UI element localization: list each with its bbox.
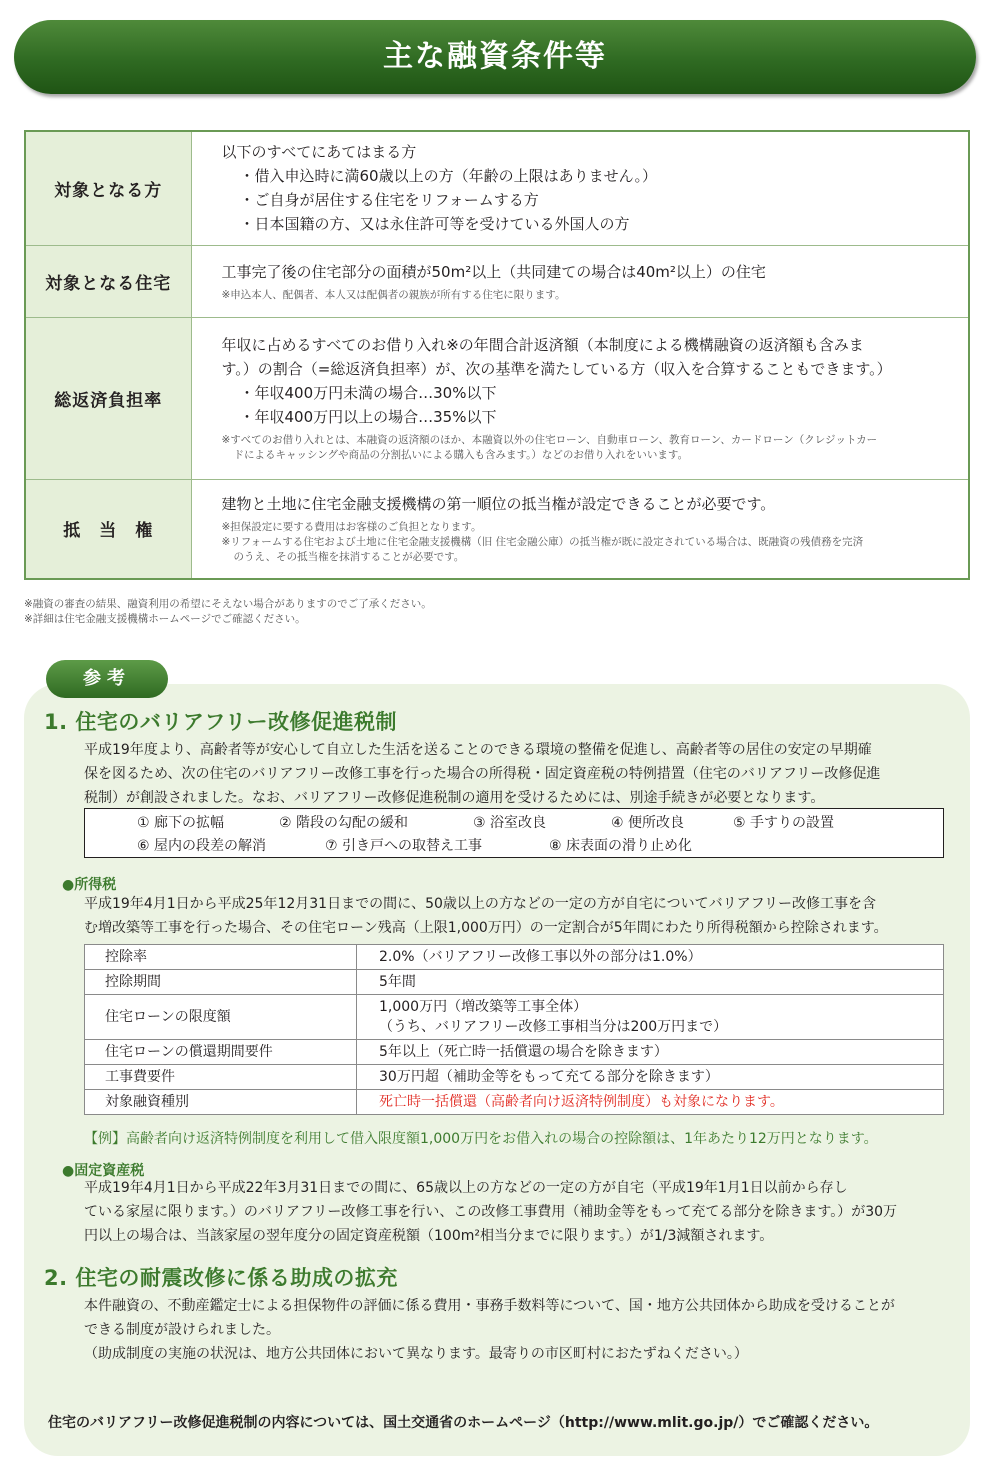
improvement-item: ② 階段の勾配の緩和 <box>279 815 409 831</box>
repayment-text: 年収に占めるすべてのお借り入れ※の年間合計返済額（本制度による機構融資の返済額も含みま <box>221 336 864 354</box>
table-value: 5年以上（死亡時一括償還の場合を除きます） <box>357 1040 944 1065</box>
repayment-head: 総返済負担率 <box>25 317 191 479</box>
target-person-body <box>191 131 969 245</box>
target-person-head: 対象となる方 <box>25 131 191 245</box>
section1-line: 保を図るため、次の住宅のバリアフリー改修工事を行った場合の所得税・固定資産税の特例措置（住宅のバリアフリー改修促進 <box>84 766 881 782</box>
repayment-item: ・年収400万円未満の場合…30%以下 <box>239 384 497 402</box>
property-tax-line: ている家屋に限ります。）のバリアフリー改修工事を行い、この改修工事費用（補助金等をもって充てる部分を除きます。）が30万 <box>84 1204 898 1220</box>
closing-note: 住宅のバリアフリー改修促進税制の内容については、国土交通省のホームページ（http://www.mlit.go.jp/）でご確認ください。 <box>48 1415 879 1431</box>
repayment-body <box>191 317 969 479</box>
mortgage-note <box>222 520 955 565</box>
property-tax-line: 円以上の場合は、当該家屋の翌年度分の固定資産税額（100m²相当分までに限ります。）が1/3減額されます。 <box>84 1228 774 1244</box>
footnote: ※詳細は住宅金融支援機構ホームページでご確認ください。 <box>24 613 306 625</box>
mortgage-text: 建物と土地に住宅金融支援機構の第一順位の抵当権が設定できることが必要です。 <box>221 495 776 514</box>
reference-tab: 参考 <box>46 660 168 698</box>
repayment-note <box>222 433 955 463</box>
property-tax-text <box>84 1176 954 1248</box>
table-key: 控除期間 <box>85 970 357 995</box>
table-row <box>85 995 944 1040</box>
mortgage-note-line: ※担保設定に要する費用はお客様のご負担となります。 <box>221 521 482 534</box>
section1-title: 1. 住宅のバリアフリー改修促進税制 <box>44 710 398 734</box>
section2-line: 本件融資の、不動産鑑定士による担保物件の評価に係る費用・事務手数料等について、国・地方公共団体から助成を受けることが <box>84 1298 895 1314</box>
target-house-body <box>191 245 969 317</box>
table-value-line: 1,000万円（増改築等工事全体） <box>379 999 588 1015</box>
table-value-line: （うち、バリアフリー改修工事相当分は200万円まで） <box>379 1019 728 1035</box>
target-person-item: ・日本国籍の方、又は永住許可等を受けている外国人の方 <box>239 215 630 234</box>
income-tax-line: 平成19年4月1日から平成25年12月31日までの間に、50歳以上の方などの一定の方が自宅についてバリアフリー改修工事を含 <box>84 896 877 912</box>
target-house-head: 対象となる住宅 <box>25 245 191 317</box>
target-person-item: ・ご自身が居住する住宅をリフォームする方 <box>239 191 539 210</box>
footnotes <box>24 597 432 627</box>
target-house-text: 工事完了後の住宅部分の面積が50m²以上（共同建ての場合は40m²以上）の住宅 <box>221 262 766 281</box>
table-value: 30万円超（補助金等をもって充てる部分を除きます） <box>357 1065 944 1090</box>
section1-text <box>84 738 954 810</box>
section2-title: 2. 住宅の耐震改修に係る助成の拡充 <box>44 1266 398 1290</box>
title-banner <box>14 20 976 94</box>
page-title: 主な融資条件等 <box>383 39 607 74</box>
mortgage-head: 抵 当 権 <box>25 479 191 579</box>
table-value <box>357 995 944 1040</box>
table-key: 控除率 <box>85 945 357 970</box>
income-tax-text <box>84 892 954 940</box>
section2-text <box>84 1294 954 1366</box>
target-house-note: ※申込本人、配偶者、本人又は配偶者の親族が所有する住宅に限ります。 <box>221 288 566 301</box>
income-tax-example: 【例】高齢者向け返済特例制度を利用して借入限度額1,000万円をお借入れの場合の控除額は、1年あたり12万円となります。 <box>84 1131 878 1147</box>
income-tax-line: む増改築等工事を行った場合、その住宅ローン残高（上限1,000万円）の一定割合が5年間にわたり所得税額から控除されます。 <box>84 920 888 936</box>
conditions-table <box>24 130 970 580</box>
property-tax-head: ●固定資産税 <box>62 1163 145 1179</box>
repayment-item: ・年収400万円以上の場合…35%以下 <box>239 408 497 426</box>
section2-line: （助成制度の実施の状況は、地方公共団体において異なります。最寄りの市区町村におたずねください。） <box>84 1346 748 1362</box>
improvement-item: ⑤ 手すりの設置 <box>733 815 835 831</box>
table-row <box>85 1065 944 1090</box>
target-person-item: ・借入申込時に満60歳以上の方（年齢の上限はありません。） <box>239 167 657 186</box>
table-row <box>85 1090 944 1115</box>
mortgage-note-line: ※リフォームする住宅および土地に住宅金融支援機構（旧 住宅金融公庫）の抵当権が既に設定されている場合は、既融資の残債務を完済 <box>221 536 864 549</box>
table-key: 工事費要件 <box>85 1065 357 1090</box>
income-tax-head: ●所得税 <box>62 877 117 893</box>
mortgage-note-line: のうえ、その抵当権を抹消することが必要です。 <box>233 551 465 564</box>
table-key: 住宅ローンの限度額 <box>85 995 357 1040</box>
improvement-item: ④ 便所改良 <box>611 815 685 831</box>
improvement-item: ⑧ 床表面の滑り止め化 <box>549 838 693 854</box>
table-value: 死亡時一括償還（高齢者向け返済特例制度）も対象になります。 <box>357 1090 944 1115</box>
mortgage-body <box>191 479 969 579</box>
table-key: 住宅ローンの償還期間要件 <box>85 1040 357 1065</box>
footnote: ※融資の審査の結果、融資利用の希望にそえない場合がありますのでご了承ください。 <box>24 598 432 610</box>
table-row <box>85 1040 944 1065</box>
section2-line: できる制度が設けられました。 <box>84 1322 280 1338</box>
repayment-note-line: ※すべてのお借り入れとは、本融資の返済額のほか、本融資以外の住宅ローン、自動車ローン、教育ローン、カードローン（クレジットカー <box>221 434 878 446</box>
improvement-item: ① 廊下の拡幅 <box>137 815 225 831</box>
table-row <box>85 970 944 995</box>
income-tax-table <box>84 944 944 1115</box>
improvement-item: ⑥ 屋内の段差の解消 <box>137 838 267 854</box>
section1-line: 税制）が創設されました。なお、バリアフリー改修促進税制の適用を受けるためには、別途手続きが必要となります。 <box>84 790 825 806</box>
table-key: 対象融資種別 <box>85 1090 357 1115</box>
repayment-note-line: ドによるキャッシングや商品の分割払いによる購入も含みます。）などのお借り入れをいいます。 <box>233 449 689 461</box>
table-value: 5年間 <box>357 970 944 995</box>
improvement-item: ⑦ 引き戸への取替え工事 <box>325 838 483 854</box>
property-tax-line: 平成19年4月1日から平成22年3月31日までの間に、65歳以上の方などの一定の方が自宅（平成19年1月1日以前から存し <box>84 1180 848 1196</box>
table-value: 2.0%（バリアフリー改修工事以外の部分は1.0%） <box>357 945 944 970</box>
section1-line: 平成19年度より、高齢者等が安心して自立した生活を送ることのできる環境の整備を促進し、高齢者等の居住の安定の早期確 <box>84 742 872 758</box>
improvement-item: ③ 浴室改良 <box>473 815 547 831</box>
table-row <box>85 945 944 970</box>
repayment-text: す。）の割合（=総返済負担率）が、次の基準を満たしている方（収入を合算することもできます。） <box>221 360 892 378</box>
improvement-items-box <box>84 808 944 858</box>
target-person-lead: 以下のすべてにあてはまる方 <box>221 143 417 162</box>
